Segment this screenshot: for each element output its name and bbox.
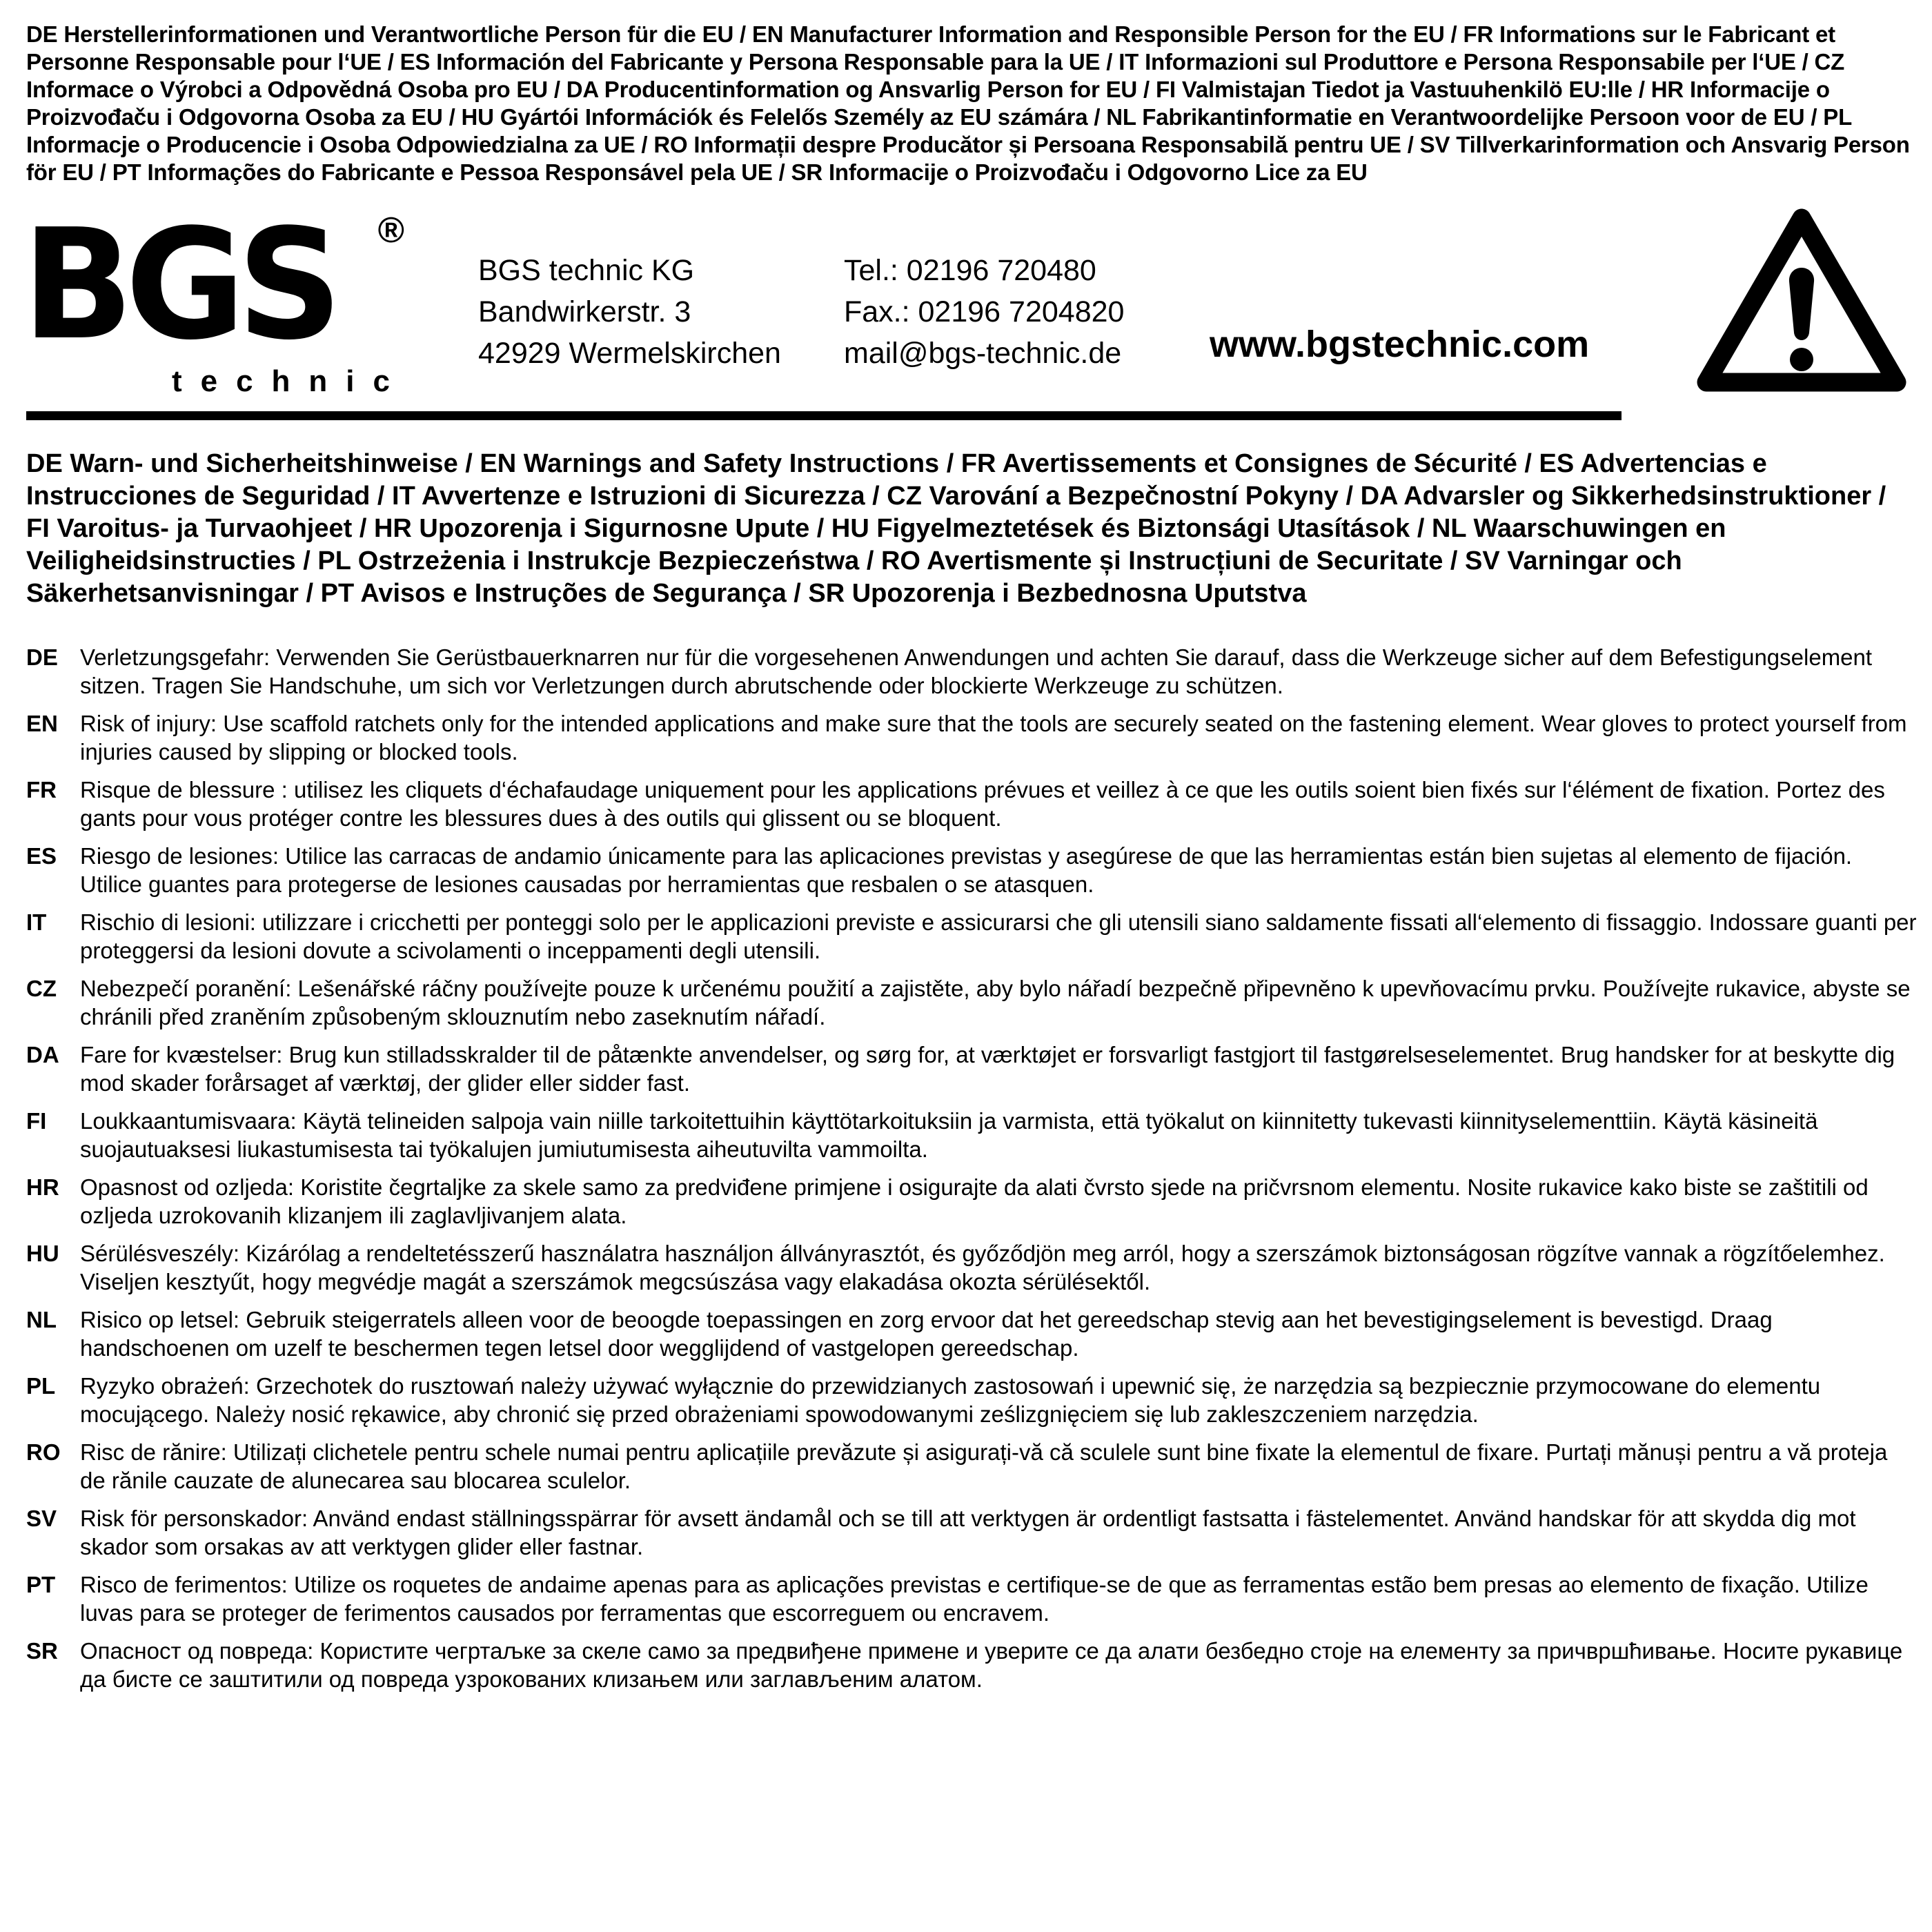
- warning-item: [26, 842, 1917, 898]
- language-code: FI: [26, 1108, 47, 1134]
- warning-text: Nebezpečí poranění: Lešenářské ráčny používejte pouze k určenému použití a zajistěte, aby bylo nářadí bezpečně připevněno k upevňovacímu prvku. Používejte rukavice, abyste se chránili před zraněním způsobeným sklouznutím nebo zaseknutím nářadí.: [80, 976, 1911, 1029]
- bgs-logo: [22, 196, 413, 398]
- warning-text: Sérülésveszély: Kizárólag a rendeltetésszerű használatra használjon állványrasztót, és győződjön meg arról, hogy a szerszámok biztonságosan rögzítve vannak a rögzítőelemhez. Viseljen kesztyűt, hogy megvédje magát a szerszámok megcsúszása vagy elakadása okozta sérülésektől.: [80, 1241, 1885, 1294]
- language-code: RO: [26, 1439, 61, 1465]
- language-code: ES: [26, 843, 57, 869]
- website-url: www.bgstechnic.com: [1210, 324, 1590, 365]
- manufacturer-info-heading: DE Herstellerinformationen und Verantwortliche Person für die EU / EN Manufacturer Information and Responsible Person for the EU / FR Informations sur le Fabricant et Personne Responsable pour l‘UE / ES Información del Fabricante y Persona Responsable para la UE / IT Informazioni sul Produttore e Persona Responsabile per l‘UE / CZ Informace o Výrobci a Odpovědná Osoba pro EU / DA Producentinformation og Ansvarlig Person for EU / FI Valmistajan Tiedot ja Vastuuhenkilö EU:lle / HR Informacije o Proizvođaču i Odgovorna Osoba za EU / HU Gyártói Információk és Felelős Személy az EU számára / NL Fabrikantinformatie en Verantwoordelijke Persoon voor de EU / PL Informacje o Producencie i Osoba Odpowiedzialna za UE / RO Informații despre Producător și Persoana Responsabilă pentru UE / SV Tillverkarinformation och Ansvarig Person för EU / PT Informações do Fabricante e Pessoa Responsável pela UE / SR Informacije o Proizvođaču i Odgovorno Lice za EU: [26, 21, 1910, 185]
- warning-item: [26, 1305, 1917, 1362]
- language-code: NL: [26, 1307, 57, 1332]
- language-code: EN: [26, 711, 58, 736]
- company-street: Bandwirkerstr. 3: [478, 295, 691, 328]
- warnings-list: [26, 643, 1917, 1693]
- company-fax: Fax.: 02196 7204820: [844, 295, 1125, 328]
- warning-item: [26, 1372, 1917, 1428]
- warning-item: [26, 1438, 1917, 1495]
- warning-item: [26, 1239, 1917, 1296]
- language-code: CZ: [26, 976, 57, 1001]
- bgs-logo-subtitle: technic: [171, 364, 408, 398]
- warning-text: Verletzungsgefahr: Verwenden Sie Gerüstbauerknarren nur für die vorgesehenen Anwendungen und achten Sie darauf, dass die Werkzeuge sicher auf dem Befestigungselement sitzen. Tragen Sie Handschuhe, um sich vor Verletzungen durch abrutschende oder blockierte Werkzeuge zu schützen.: [80, 644, 1873, 698]
- language-code: HR: [26, 1174, 59, 1200]
- warning-item: [26, 974, 1917, 1031]
- warning-text: Fare for kvæstelser: Brug kun stilladsskralder til de påtænkte anvendelser, og sørg for, at værktøjet er forsvarligt fastgjort til fastgørelseselementet. Brug handsker for at beskytte dig mod skader forårsaget af værktøj, der glider eller sidder fast.: [80, 1042, 1895, 1096]
- language-code: DE: [26, 644, 58, 670]
- divider-rule: [26, 411, 1621, 420]
- warning-text: Loukkaantumisvaara: Käytä telineiden salpoja vain niille tarkoitettuihin käyttötarkoituksiin ja varmista, että työkalut on kiinnitetty tukevasti kiinnityselementtiin. Käytä käsineitä suojautuaksesi liukastumisesta tai työkalujen jumiutumisesta aiheutuvilta vammoilta.: [80, 1108, 1818, 1162]
- warning-item: [26, 1637, 1917, 1693]
- warning-item: [26, 643, 1917, 700]
- company-name: BGS technic KG: [478, 254, 695, 287]
- warning-text: Risico op letsel: Gebruik steigerratels alleen voor de beoogde toepassingen en zorg ervoor dat het gereedschap stevig aan het bevestigingselement is bevestigd. Draag handschoenen om uzelf te beschermen tegen letsel door wegglijdend of vastgelopen gereedschap.: [80, 1307, 1773, 1361]
- warning-item: [26, 1107, 1917, 1163]
- warning-text: Riesgo de lesiones: Utilice las carracas de andamio únicamente para las aplicaciones previstas y asegúrese de que las herramientas están bien sujetas al elemento de fijación. Utilice guantes para protegerse de lesiones causadas por herramientas que resbalen o se atasquen.: [80, 843, 1853, 897]
- warning-item: [26, 1504, 1917, 1561]
- warning-item: [26, 1173, 1917, 1230]
- language-code: SV: [26, 1506, 57, 1531]
- warning-item: [26, 709, 1917, 766]
- warning-triangle-icon: [1695, 207, 1909, 395]
- warning-item: [26, 908, 1917, 965]
- language-code: IT: [26, 909, 47, 935]
- language-code: HU: [26, 1241, 59, 1266]
- warning-text: Ryzyko obrażeń: Grzechotek do rusztowań należy używać wyłącznie do przewidzianych zastosowań i upewnić się, że narzędzia są bezpiecznie przymocowane do elementu mocującego. Należy nosić rękawice, aby chronić się przed obrażeniami spowodowanymi ześlizgnięciem się lub zakleszczeniem narzędzia.: [80, 1373, 1821, 1427]
- language-code: SR: [26, 1638, 58, 1664]
- company-address: [478, 250, 781, 374]
- registered-trademark-icon: ®: [377, 210, 404, 250]
- language-code: PL: [26, 1373, 56, 1399]
- bgs-logo-wordmark: BGS: [22, 196, 335, 373]
- warning-item: [26, 1570, 1917, 1627]
- warning-text: Risk of injury: Use scaffold ratchets only for the intended applications and make sure that the tools are securely seated on the fastening element. Wear gloves to protect yourself from injuries caused by slipping or blocked tools.: [80, 711, 1907, 765]
- warning-text: Risc de rănire: Utilizați clichetele pentru schele numai pentru aplicațiile prevăzute și asigurați-vă că sculele sunt bine fixate la elementul de fixare. Purtați mănuși pentru a vă proteja de rănile cauzate de alunecarea sau blocarea sculelor.: [80, 1439, 1888, 1493]
- warning-text: Опасност од повреда: Користите чегртаљке за скеле само за предвиђене примене и уверите се да алати безбедно стоје на елементу за причвршћивање. Носите рукавице да бисте се заштитили од повреда узрокованих клизањем или заглављеним алатом.: [80, 1638, 1903, 1692]
- warning-text: Rischio di lesioni: utilizzare i cricchetti per ponteggi solo per le applicazioni previste e assicurarsi che gli utensili siano saldamente fissati all‘elemento di fissaggio. Indossare guanti per proteggersi da lesioni dovute a scivolamenti o inceppamenti degli utensili.: [80, 909, 1917, 963]
- warning-text: Risque de blessure : utilisez les cliquets d‘échafaudage uniquement pour les applications prévues et veillez à ce que les outils soient bien fixés sur l‘élément de fixation. Portez des gants pour vous protéger contre les blessures dues à des outils qui glissent ou se bloquent.: [80, 777, 1885, 831]
- warning-item: [26, 776, 1917, 832]
- language-code: DA: [26, 1042, 59, 1067]
- company-phone: Tel.: 02196 720480: [844, 254, 1096, 287]
- warning-text: Opasnost od ozljeda: Koristite čegrtaljke za skele samo za predviđene primjene i osigurajte da alati čvrsto sjede na pričvrsnom elementu. Nosite rukavice kako biste se zaštitili od ozljeda uzrokovanih klizanjem ili zaglavljivanjem alata.: [80, 1174, 1869, 1228]
- warning-item: [26, 1041, 1917, 1097]
- company-contact: [844, 250, 1124, 374]
- brand-row: [22, 196, 1910, 398]
- warning-text: Risco de ferimentos: Utilize os roquetes de andaime apenas para as aplicações previstas e certifique-se de que as ferramentas estão bem presas ao elemento de fixação. Utilize luvas para se proteger de ferimentos causados por ferramentas que escorreguem ou encravem.: [80, 1572, 1869, 1626]
- warnings-heading: DE Warn- und Sicherheitshinweise / EN Warnings and Safety Instructions / FR Avertissements et Consignes de Sécurité / ES Advertencias e Instrucciones de Seguridad / IT Avvertenze e Istruzioni di Sicurezza / CZ Varování a Bezpečnostní Pokyny / DA Advarsler og Sikkerhedsinstruktioner / FI Varoitus- ja Turvaohjeet / HR Upozorenja i Sigurnosne Upute / HU Figyelmeztetések és Biztonsági Utasítások / NL Waarschuwingen en Veiligheidsinstructies / PL Ostrzeżenia i Instrukcje Bezpieczeństwa / RO Avertismente și Instrucțiuni de Securitate / SV Varningar och Säkerhetsanvisningar / PT Avisos e Instruções de Segurança / SR Upozorenja i Bezbednosna Uputstva: [26, 449, 1886, 608]
- company-email: mail@bgs-technic.de: [844, 337, 1122, 370]
- language-code: PT: [26, 1572, 56, 1597]
- company-city: 42929 Wermelskirchen: [478, 337, 781, 370]
- warning-text: Risk för personskador: Använd endast ställningsspärrar för avsett ändamål och se till att verktygen är ordentligt fastsatta i fästelementet. Använd handskar för att skydda dig mot skador som orsakas av att verktygen glider eller fastnar.: [80, 1506, 1856, 1559]
- language-code: FR: [26, 777, 57, 802]
